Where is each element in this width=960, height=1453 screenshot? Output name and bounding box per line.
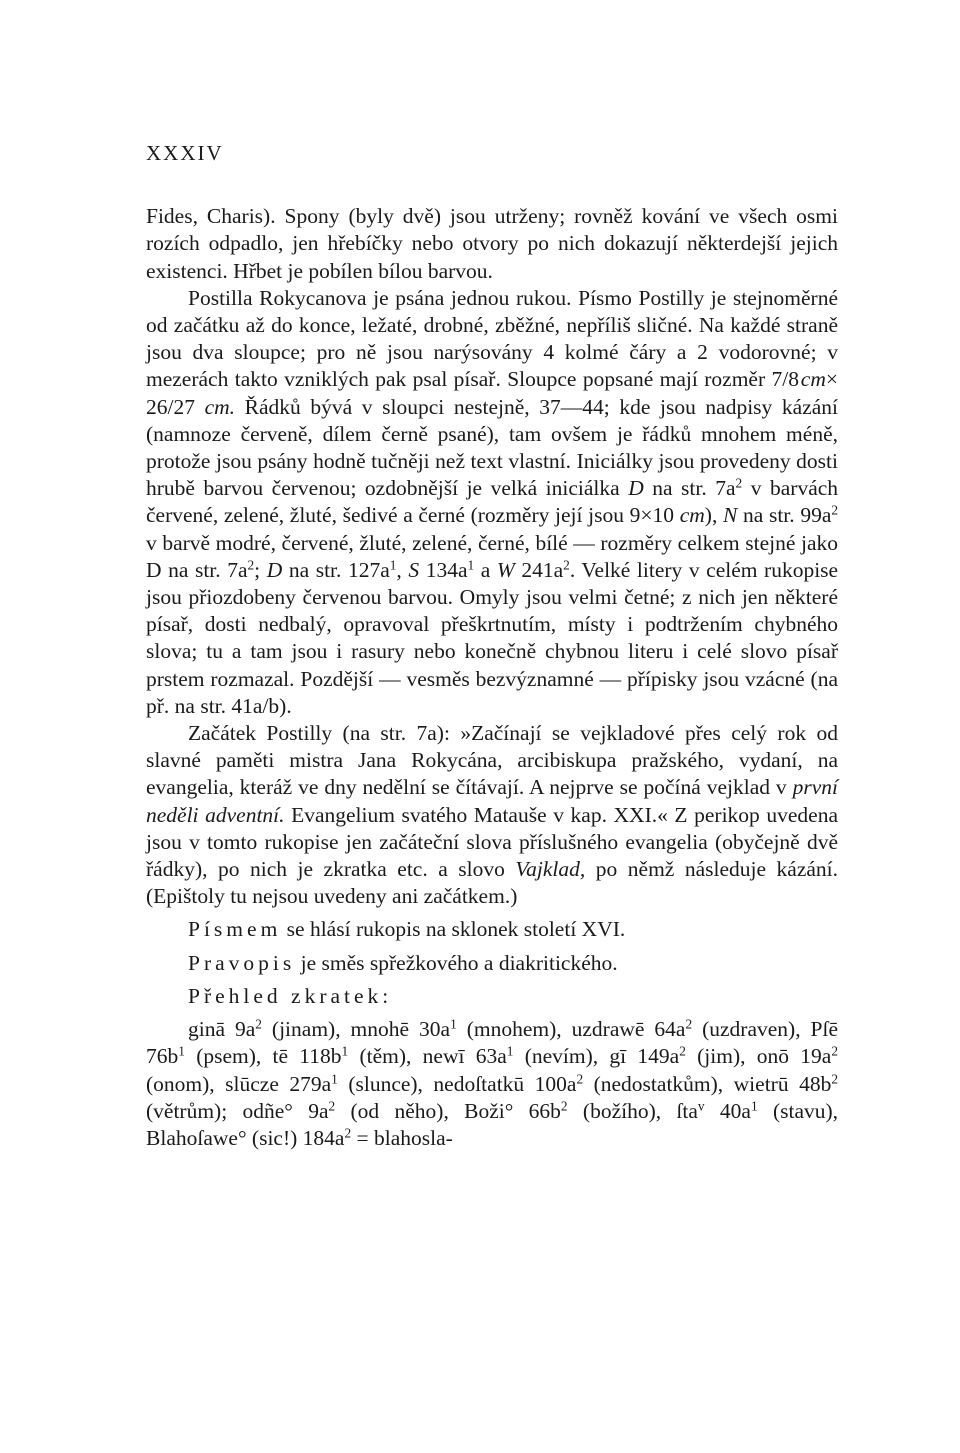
paragraph-script-description: Postilla Rokycanova je psána jednou rukou. Písmo Postilly je stejnoměrné od začátku až do konce, ležaté, drobné, zběžné, nepříliš sličné. Na každé straně jsou dva sloupce; pro ně jsou narýsovány 4 kolmé čáry a 2 vodorovné; v mezerách takto vzniklých pak psal písař. Sloupce popsané mají rozměr 7/8 cm× 26/27 cm. Řádků bývá v sloupci nestejně, 37—44; kde jsou nadpisy kázání (namnoze červeně, dílem černě psané), tam ovšem je řádků mnohem méně, protože jsou psány hodně tučněji než text vlastní. Iniciálky jsou provedeny dosti hrubě barvou červenou; ozdobnější je velká iniciálka D na str. $7a^2$ v barvách červené, zelené, žluté, šedivé a černé (rozměry její jsou 9×10 cm), N na str. $99a^2$ v barvě modré, červené, žluté, zelené, černé, bílé — rozměry celkem stejné jako D na str. $7a^2$; D na str. $127a^1$, S $134a^1$ a W $241a^2$. Velké litery v celém rukopise jsou přiozdobeny červenou barvou. Omyly jsou velmi četné; z nich jen některé písař, dosti nedbalý, opravoval přeškrtnutím, místy i podtržením chybného slova; tu a tam jsou i rasury nebo konečně chybnou literu i celé slovo písař prstem rozmazal. Pozdější — vesměs bezvýznamné — přípisky jsou vzácné (na př. na str. 41a/b). xyxy=(146,285,839,718)
document-page xyxy=(146,140,838,1152)
section-heading: Písmem xyxy=(188,917,282,942)
section-orthography: Pravopis je směs spřežkového a diakritického. xyxy=(188,950,618,975)
paragraph-binding-description: Fides, Charis). Spony (byly dvě) jsou utrženy; rovněž kování ve všech osmi rozích odpadlo, jen hřebíčky nebo otvory po nich dokazují některdejší jejich existenci. Hřbet je pobílen bílou barvou. xyxy=(146,204,838,283)
abbreviation-list: ginā $9a^2$ (jinam), mnohē $30a^1$ (mnohem), uzdrawē $64a^2$ (uzdraven), Pſē $76b^1$ (psem), tē $118b^1$ (těm), newī $63a^1$ (nevím), gī $149a^2$ (jim), onō $19a^2$ (onom), slūcze $279a^1$ (slunce), nedoſtatkū $100a^2$ (nedostatkům), wietrū $48b^2$ (větrům); odñe° $9a^2$ (od něho), Boži° $66b^2$ (božího), ſta$^v$ $40a^1$ (stavu), Blahoſawe° (sic!) $184a^2$ = blahosla- xyxy=(146,1016,839,1150)
section-abbreviations-heading: Přehled zkratek: xyxy=(188,983,393,1008)
paragraph-postilla-beginning: Začátek Postilly (na str. 7a): »Začínají se vejkladové přes celý rok od slavné paměti mistra Jana Rokycána, arcibiskupa pražského, vydaní, na evangelia, kteráž ve dny nedělní se čítávají. A nejprve se počíná vejklad v první neděli adventní. Evangelium svatého Matauše v kap. XXI.« Z perikop uvedena jsou v tomto rukopise jen začáteční slova příslušného evangelia (obyčejně dvě řádky), po nich je zkratka etc. a slovo Vajklad, po němž následuje kázání. (Epištoly tu nejsou uvedeny ani začátkem.) xyxy=(146,721,839,909)
section-heading: Pravopis xyxy=(188,950,296,975)
page-number: XXXIV xyxy=(146,141,224,165)
section-script: Písmem se hlásí rukopis na sklonek století XVI. xyxy=(188,917,626,942)
